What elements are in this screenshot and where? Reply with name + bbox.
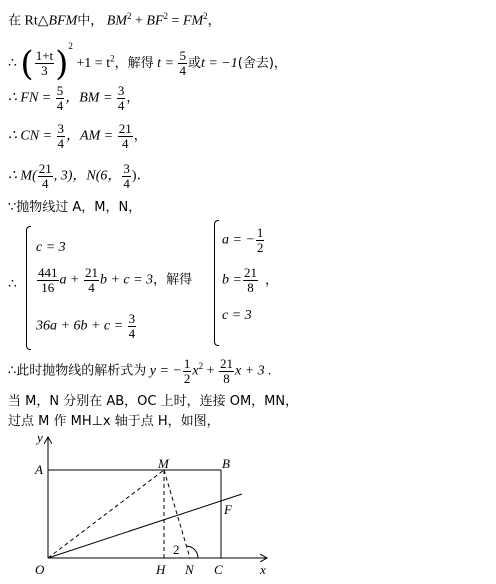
text: b = <box>222 272 242 288</box>
text: ，解得 <box>153 272 193 288</box>
text: (舍去)， <box>237 56 287 71</box>
text: 中， <box>77 13 104 29</box>
label-C: C <box>214 562 223 577</box>
denominator: 4 <box>123 176 130 191</box>
geometry-figure <box>28 432 288 582</box>
text: c = 3 <box>36 240 66 255</box>
numerator: 5 <box>179 48 186 64</box>
numerator: 21 <box>118 121 132 136</box>
text: ， <box>207 13 221 29</box>
numerator: 3 <box>57 121 65 136</box>
text: 或 <box>187 56 201 71</box>
equation-row-3 <box>36 312 137 341</box>
fraction <box>256 226 265 255</box>
denominator: 4 <box>117 98 125 113</box>
fraction <box>128 312 137 341</box>
denominator: 8 <box>247 280 254 295</box>
text-line-1 <box>8 6 221 32</box>
solution-system <box>212 218 312 348</box>
numerator: 441 <box>38 265 58 280</box>
fraction <box>183 357 192 386</box>
paren-right: ) <box>55 43 69 84</box>
superscript: 2 <box>203 11 208 21</box>
left-brace <box>26 226 31 350</box>
text: BM <box>106 13 128 29</box>
label-H: H <box>156 562 166 577</box>
text: ∴ FN = <box>8 90 52 106</box>
left-brace <box>214 220 219 346</box>
label-N: N <box>185 562 194 577</box>
denominator: 3 <box>41 63 48 79</box>
label-y: y <box>37 432 43 445</box>
text: ， <box>133 128 147 144</box>
solution-row-c <box>222 308 252 324</box>
label-B: B <box>222 456 230 471</box>
text-line-10: 过点 M 作 MH⊥x 轴于点 H，如图， <box>8 414 220 429</box>
text: c = 3 <box>222 308 252 323</box>
text-line-9: 当 M，N 分别在 AB，OC 上时，连接 OM，MN， <box>8 394 299 409</box>
numerator: 3 <box>117 83 125 98</box>
text: 在 <box>8 13 22 29</box>
numerator: 21 <box>84 265 98 280</box>
text: t = <box>157 56 174 71</box>
denominator: 4 <box>179 63 186 79</box>
fraction <box>243 266 258 295</box>
fraction <box>118 122 133 151</box>
fraction <box>117 84 126 113</box>
text-line-4 <box>8 122 147 151</box>
denominator: 4 <box>128 326 136 341</box>
label-O: O <box>35 562 45 577</box>
text: ∴ CN = <box>8 128 53 144</box>
text: Rt△ <box>24 13 49 29</box>
denominator: 4 <box>56 98 64 113</box>
superscript: 2 <box>110 53 115 64</box>
numerator: 21 <box>220 355 234 371</box>
denominator: 4 <box>57 136 65 151</box>
text: a + <box>59 272 80 288</box>
numerator: 3 <box>128 311 136 326</box>
numerator: 1 <box>256 225 264 240</box>
numerator: 1+t <box>35 48 54 64</box>
denominator: 16 <box>41 280 55 295</box>
denominator: 4 <box>41 176 49 191</box>
fraction <box>38 162 53 191</box>
fraction <box>57 122 66 151</box>
paren-left: ( <box>20 43 34 84</box>
text: ，AM = <box>66 128 114 144</box>
superscript: 2 <box>127 11 132 21</box>
label-M: M <box>158 456 169 471</box>
text: +1 = t <box>76 56 111 71</box>
label-angle-2: 2 <box>173 542 180 557</box>
text-line-6: ∵抛物线过 A，M，N， <box>8 200 142 215</box>
label-x: x <box>260 562 266 577</box>
fraction <box>178 49 187 78</box>
equation-row-2 <box>36 266 192 295</box>
therefore-symbol: ∴ <box>8 56 17 71</box>
equation-row-1 <box>36 240 66 256</box>
denominator: 4 <box>88 280 95 295</box>
text: , 3)，N(6， <box>53 168 122 184</box>
numerator: 1 <box>183 355 191 371</box>
fraction <box>56 84 65 113</box>
text: t = −1 <box>200 56 238 71</box>
text: x <box>192 363 199 379</box>
text: + <box>135 13 143 29</box>
text-line-5 <box>8 162 151 191</box>
segment-OM <box>48 470 164 558</box>
line-OF <box>48 494 242 558</box>
fraction <box>219 357 234 386</box>
text: = <box>171 13 180 29</box>
fraction <box>35 49 54 78</box>
text-line-8 <box>8 356 272 386</box>
text: BFM <box>48 13 78 29</box>
text: ， <box>126 90 140 106</box>
text: a = − <box>222 232 255 248</box>
solution-row-b <box>222 266 278 295</box>
text: ∴ M( <box>8 168 37 184</box>
numerator: 21 <box>243 265 257 280</box>
text: ∴此时抛物线的解析式为 <box>8 363 147 379</box>
label-A: A <box>35 462 43 477</box>
text: 36a + 6b + c = <box>36 318 124 334</box>
numerator: 5 <box>56 83 64 98</box>
text-line-2 <box>8 36 287 84</box>
numerator: 3 <box>123 161 130 176</box>
text: ，解得 <box>114 56 154 71</box>
denominator: 2 <box>183 370 191 386</box>
solution-row-a <box>222 226 265 255</box>
denominator: 8 <box>223 370 230 386</box>
superscript: 2 <box>68 41 73 51</box>
numerator: 21 <box>38 161 52 176</box>
text-line-3 <box>8 84 139 113</box>
denominator: 4 <box>121 136 129 151</box>
text: x + 3 . <box>235 363 272 379</box>
fraction <box>122 162 131 191</box>
denominator: 2 <box>256 240 264 255</box>
fraction <box>84 266 99 295</box>
superscript: 2 <box>198 361 204 371</box>
text: )． <box>131 168 151 184</box>
text: ，BM = <box>65 90 113 106</box>
text: b + c = 3 <box>99 272 154 288</box>
text: + <box>206 363 215 379</box>
text: FM <box>182 13 204 29</box>
text: ， <box>264 272 278 288</box>
text: BF <box>146 13 164 29</box>
label-F: F <box>224 502 232 517</box>
text: y = − <box>149 363 182 379</box>
superscript: 2 <box>163 11 169 21</box>
fraction <box>37 266 59 295</box>
therefore-symbol: ∴ <box>8 277 17 292</box>
